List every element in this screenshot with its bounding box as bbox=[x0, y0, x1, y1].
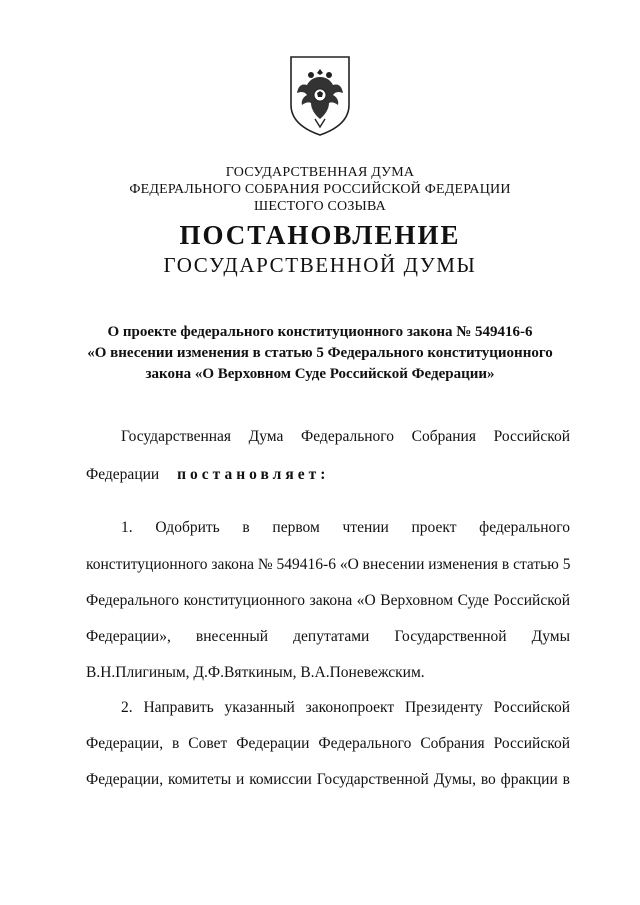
subject-line2: «О внесении изменения в статью 5 Федерального конституционного bbox=[87, 345, 553, 361]
preamble-line2-start: Федерации bbox=[86, 466, 160, 483]
org-name-line2: ФЕДЕРАЛЬНОГО СОБРАНИЯ РОССИЙСКОЙ ФЕДЕРАЦИИ bbox=[129, 182, 511, 197]
document-issuer-title: ГОСУДАРСТВЕННОЙ ДУМЫ bbox=[163, 253, 477, 277]
paragraph1-line2: конституционного закона № 549416-6 «О внесении изменения в статью 5 bbox=[86, 556, 571, 573]
preamble-line1: Государственная Дума Федерального Собрания Российской bbox=[121, 428, 570, 445]
coat-of-arms-emblem bbox=[289, 55, 351, 137]
paragraph2-line1: 2. Направить указанный законопроект Президенту Российской bbox=[121, 699, 570, 716]
subject-line3: закона «О Верховном Суде Российской Федерации» bbox=[145, 366, 495, 382]
document-type-title: ПОСТАНОВЛЕНИЕ bbox=[179, 220, 461, 250]
paragraph2-line2: Федерации, в Совет Федерации Федерального Собрания Российской bbox=[86, 735, 570, 752]
paragraph1-line4: Федерации», внесенный депутатами Государственной Думы bbox=[86, 628, 570, 645]
decree-word: постановляет: bbox=[177, 466, 330, 483]
paragraph1-line3: Федерального конституционного закона «О Верховном Суде Российской bbox=[86, 592, 570, 609]
subject-line1: О проекте федерального конституционного закона № 549416-6 bbox=[107, 324, 533, 340]
paragraph1-line1: 1. Одобрить в первом чтении проект федерального bbox=[121, 519, 570, 536]
org-name-line1: ГОСУДАРСТВЕННАЯ ДУМА bbox=[225, 165, 415, 180]
convocation-line: ШЕСТОГО СОЗЫВА bbox=[254, 199, 386, 214]
paragraph1-line5: В.Н.Плигиным, Д.Ф.Вяткиным, В.А.Поневежским. bbox=[86, 664, 425, 681]
paragraph2-line3: Федерации, комитеты и комиссии Государственной Думы, во фракции в bbox=[86, 771, 570, 788]
preamble-line2 bbox=[86, 466, 570, 484]
